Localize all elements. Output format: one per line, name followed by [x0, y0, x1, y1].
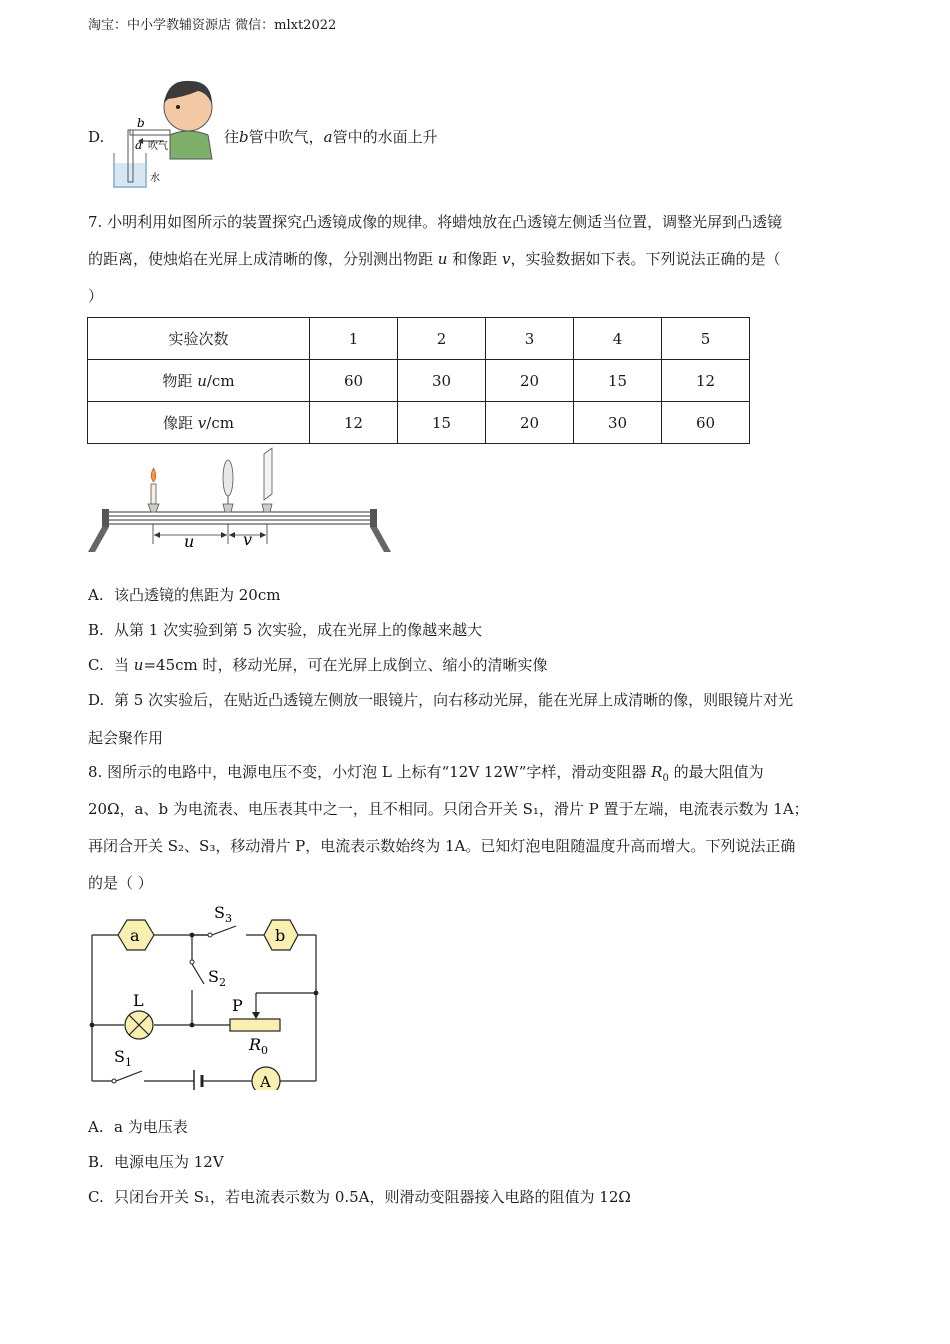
- q7-option-d: D. 第 5 次实验后，在贴近凸透镜左侧放一眼镜片，向右移动光屏，能在光屏上成清晰的像，则眼镜片对光: [88, 691, 794, 709]
- table-cell: 60: [662, 402, 750, 444]
- q8-option-c: C. 只闭台开关 S₁，若电流表示数为 0.5A，则滑动变阻器接入电路的阻值为 12Ω: [88, 1188, 631, 1206]
- label-a: a: [135, 138, 143, 152]
- page-header: 淘宝：中小学教辅资源店 微信：mlxt2022: [88, 18, 337, 33]
- circuit-diagram: [86, 900, 326, 1090]
- q7-option-c: C. 当 u=45cm 时，移动光屏，可在光屏上成倒立、缩小的清晰实像: [88, 656, 548, 674]
- table-cell: 1: [310, 318, 398, 360]
- switch-s3-label: $S_3$: [214, 903, 232, 925]
- optical-bench-figure: [86, 446, 396, 558]
- table-cell: 像距 v/cm: [88, 402, 310, 444]
- u-label: u: [184, 532, 195, 551]
- rheostat-label: $R_0$: [249, 1035, 269, 1057]
- label-blow: 吹气: [148, 141, 168, 152]
- q7-stem-line3: ）: [88, 287, 104, 305]
- table-cell: 60: [310, 360, 398, 402]
- q7-data-table: [87, 317, 750, 444]
- table-cell: 3: [486, 318, 574, 360]
- q8-option-b: B. 电源电压为 12V: [88, 1153, 224, 1171]
- table-cell: 30: [574, 402, 662, 444]
- switch-s1-label: $S_1$: [114, 1047, 132, 1069]
- rheostat-icon: [230, 1019, 280, 1031]
- meter-b-label: b: [275, 926, 286, 945]
- label-b: b: [137, 116, 145, 130]
- table-cell: 12: [310, 402, 398, 444]
- slider-label: P: [232, 996, 243, 1015]
- ammeter-label: A: [260, 1073, 271, 1090]
- table-cell: 物距 u/cm: [88, 360, 310, 402]
- meter-a-label: a: [130, 926, 140, 945]
- table-cell: 4: [574, 318, 662, 360]
- table-header-row: [88, 318, 750, 360]
- q8-stem-line4: 的是（ ）: [88, 874, 153, 892]
- table-row-image-distance: [88, 402, 750, 444]
- q7-option-d-cont: 起会聚作用: [88, 729, 164, 747]
- table-cell: 5: [662, 318, 750, 360]
- v-label: v: [243, 530, 253, 549]
- q8-stem-line1: 8. 图所示的电路中，电源电压不变，小灯泡 L 上标有“12V 12W”字样，滑动变阻器 $R_0$ 的最大阻值为: [88, 763, 764, 784]
- label-water: 水: [150, 173, 160, 184]
- table-cell: 2: [398, 318, 486, 360]
- table-cell: 实验次数: [88, 318, 310, 360]
- q7-stem-line2: 的距离，使烛焰在光屏上成清晰的像，分别测出物距 u 和像距 v，实验数据如下表。下列说法正确的是（: [88, 250, 781, 268]
- blow-tube-figure: [104, 75, 224, 191]
- table-cell: 15: [398, 402, 486, 444]
- q8-stem-line2: 20Ω，a、b 为电流表、电压表其中之一，且不相同。只闭合开关 S₁，滑片 P 置于左端，电流表示数为 1A；: [88, 800, 809, 818]
- q7-option-b: B. 从第 1 次实验到第 5 次实验，成在光屏上的像越来越大: [88, 621, 483, 639]
- q8-stem-line3: 再闭合开关 S₂、S₃，移动滑片 P，电流表示数始终为 1A。已知灯泡电阻随温度升高而增大。下列说法正确: [88, 837, 796, 855]
- flame-icon: [151, 468, 156, 482]
- q7-stem-line1: 7. 小明利用如图所示的装置探究凸透镜成像的规律。将蜡烛放在凸透镜左侧适当位置，调整光屏到凸透镜: [88, 213, 783, 231]
- table-cell: 20: [486, 360, 574, 402]
- table-cell: 12: [662, 360, 750, 402]
- q7-option-a: A. 该凸透镜的焦距为 20cm: [88, 586, 281, 604]
- table-cell: 30: [398, 360, 486, 402]
- q6-option-d-text: 往b管中吹气，a管中的水面上升: [224, 128, 438, 146]
- table-row-object-distance: [88, 360, 750, 402]
- lamp-label: L: [133, 991, 144, 1010]
- q6-option-d-letter: D.: [88, 128, 105, 146]
- table-cell: 20: [486, 402, 574, 444]
- switch-s2-label: $S_2$: [208, 967, 226, 989]
- q8-option-a: A. a 为电压表: [88, 1118, 188, 1136]
- table-cell: 15: [574, 360, 662, 402]
